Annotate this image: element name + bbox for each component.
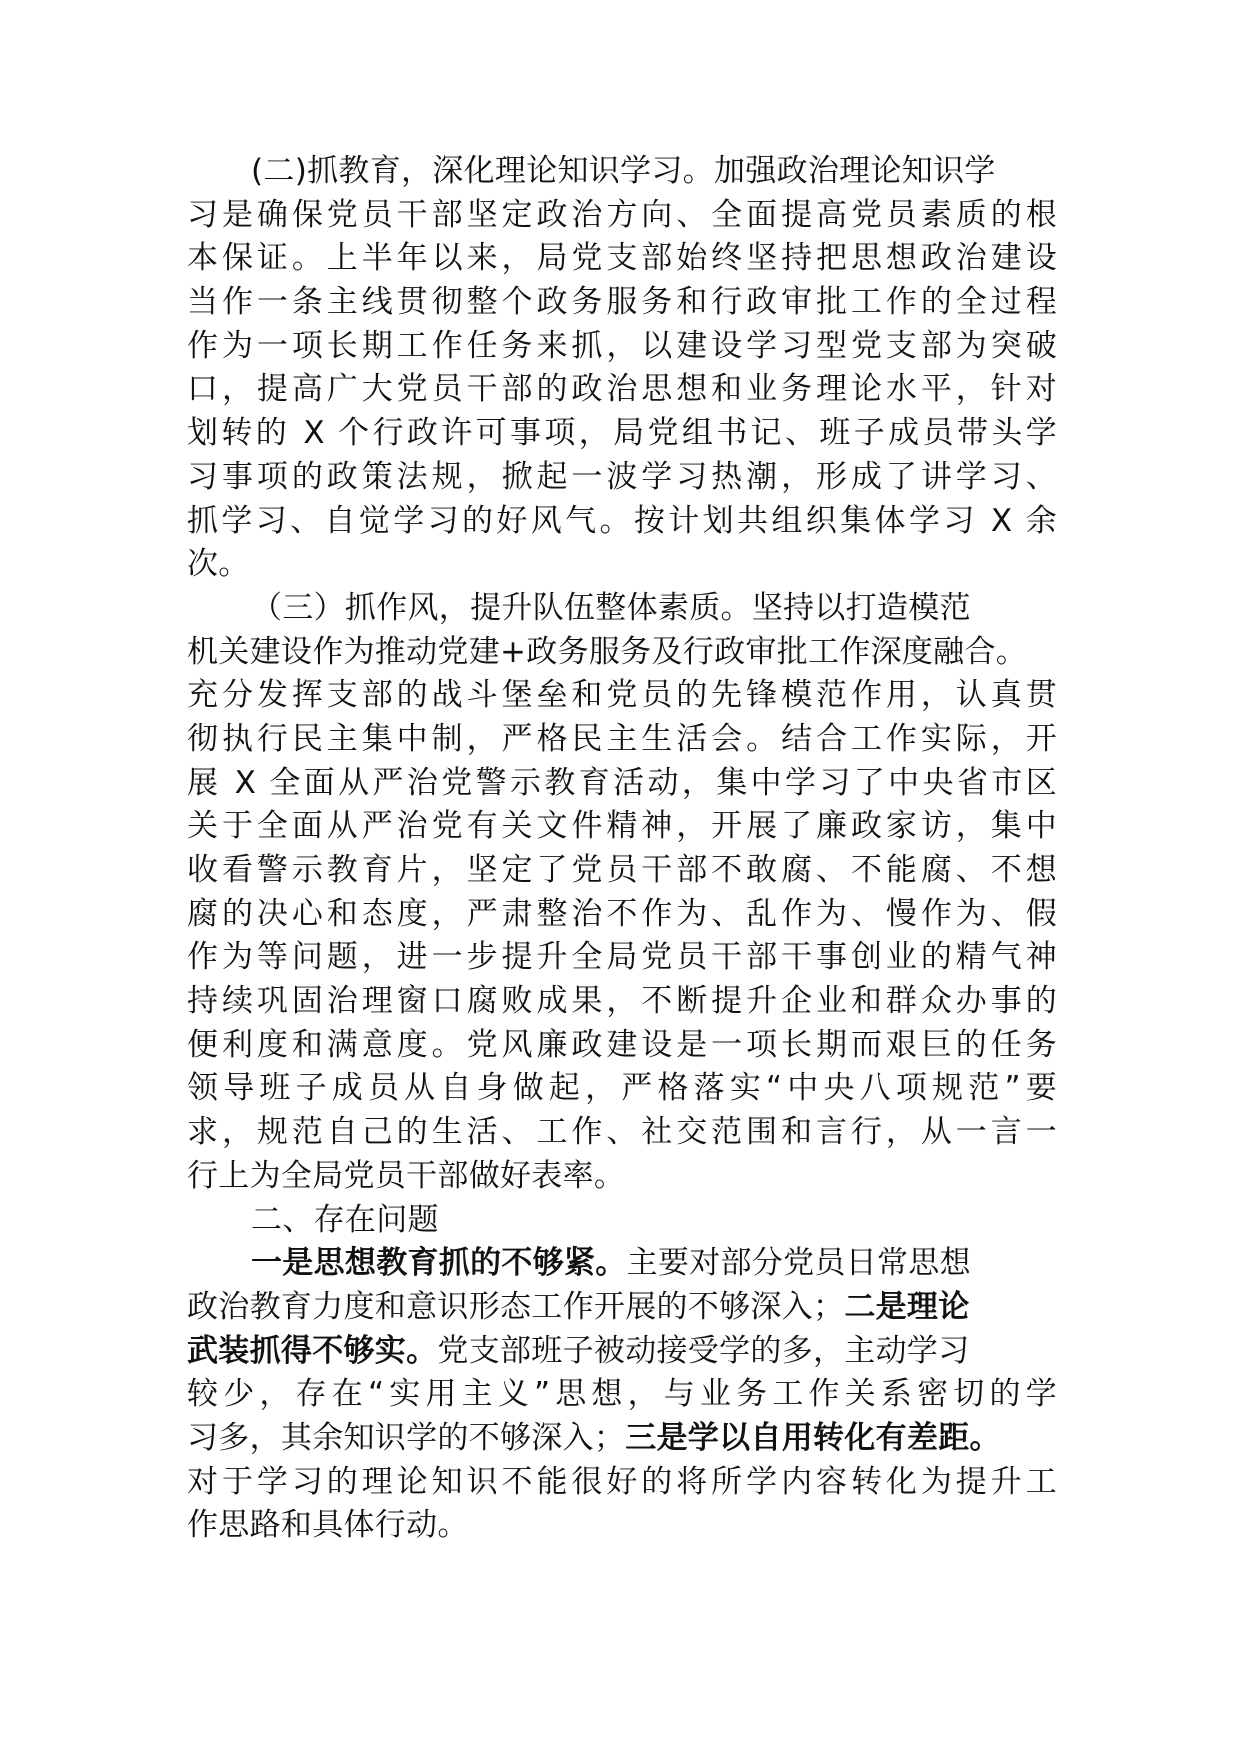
problem-three-title: 三是学以自用转化有差距。 <box>625 1419 1001 1456</box>
section-three-line-12: 领导班子成员从自身做起，严格落实“中央八项规范”要 <box>187 1070 1057 1107</box>
problems-line-7: 作思路和具体行动。 <box>187 1507 469 1544</box>
section-three-line-6: 关于全面从严治党有关文件精神，开展了廉政家访，集中 <box>187 808 1057 845</box>
section-three-line-1: （三）抓作风，提升队伍整体素质。坚持以打造模范 <box>251 589 971 626</box>
problems-line-6: 对于学习的理论知识不能很好的将所学内容转化为提升工 <box>187 1463 1057 1500</box>
section-two-line-6: 口，提高广大党员干部的政治思想和业务理论水平，针对 <box>187 371 1057 408</box>
problem-two-title-part-1: 二是理论 <box>844 1288 970 1325</box>
problems-line-5-text: 习多，其余知识学的不够深入； <box>187 1419 626 1456</box>
section-three-line-14: 行上为全局党员干部做好表率。 <box>187 1157 626 1194</box>
section-three-line-7: 收看警示教育片，坚定了党员干部不敢腐、不能腐、不想 <box>187 852 1057 888</box>
problems-heading: 二、存在问题 <box>251 1201 439 1238</box>
problems-line-2-text: 政治教育力度和意识形态工作开展的不够深入； <box>187 1288 845 1325</box>
problems-line-1 <box>187 1242 1057 1286</box>
section-two-line-8: 习事项的政策法规，掀起一波学习热潮，形成了讲学习、 <box>187 458 1057 495</box>
section-two-line-3: 本保证。上半年以来，局党支部始终坚持把思想政治建设 <box>187 240 1057 277</box>
section-three-line-3: 充分发挥支部的战斗堡垒和党员的先锋模范作用，认真贯 <box>187 677 1057 714</box>
section-three-line-8: 腐的决心和态度，严肃整治不作为、乱作为、慢作为、假 <box>187 895 1057 932</box>
section-two-line-5: 作为一项长期工作任务来抓，以建设学习型党支部为突破 <box>187 327 1057 364</box>
section-two-line-10: 次。 <box>187 546 250 583</box>
document-body <box>187 150 1057 1548</box>
section-three-line-10: 持续巩固治理窗口腐败成果，不断提升企业和群众办事的 <box>187 983 1057 1020</box>
problems-line-3 <box>187 1330 1057 1374</box>
problem-one-title: 一是思想教育抓的不够紧。 <box>251 1245 627 1282</box>
problems-line-3-text: 党支部班子被动接受学的多，主动学习 <box>437 1332 970 1369</box>
section-two-line-1: (二)抓教育，深化理论知识学习。加强政治理论知识学 <box>251 153 996 189</box>
section-two-line-4: 当作一条主线贯彻整个政务服务和行政审批工作的全过程 <box>187 284 1057 321</box>
problems-line-2 <box>187 1286 1057 1330</box>
section-three-line-5: 展 X 全面从严治党警示教育活动，集中学习了中央省市区 <box>187 764 1057 801</box>
problems-line-4: 较少，存在“实用主义”思想，与业务工作关系密切的学 <box>187 1376 1057 1413</box>
section-two-line-9: 抓学习、自觉学习的好风气。按计划共组织集体学习 X 余 <box>187 502 1057 539</box>
section-three-line-13: 求，规范自己的生活、工作、社交范围和言行，从一言一 <box>187 1114 1057 1151</box>
section-two-line-7: 划转的 X 个行政许可事项，局党组书记、班子成员带头学 <box>187 415 1057 452</box>
section-three-line-2: 机关建设作为推动党建+政务服务及行政审批工作深度融合。 <box>187 633 1028 670</box>
problems-line-5 <box>187 1417 1057 1461</box>
section-three-line-11: 便利度和满意度。党风廉政建设是一项长期而艰巨的任务 <box>187 1026 1057 1063</box>
problem-two-title-part-2: 武装抓得不够实。 <box>187 1332 438 1369</box>
section-two-line-2: 习是确保党员干部坚定政治方向、全面提高党员素质的根 <box>187 196 1057 233</box>
problems-line-1-text: 主要对部分党员日常思想 <box>626 1245 971 1282</box>
section-three-line-9: 作为等问题，进一步提升全局党员干部干事创业的精气神 <box>187 939 1057 976</box>
section-three-line-4: 彻执行民主集中制，严格民主生活会。结合工作实际，开 <box>187 720 1057 757</box>
